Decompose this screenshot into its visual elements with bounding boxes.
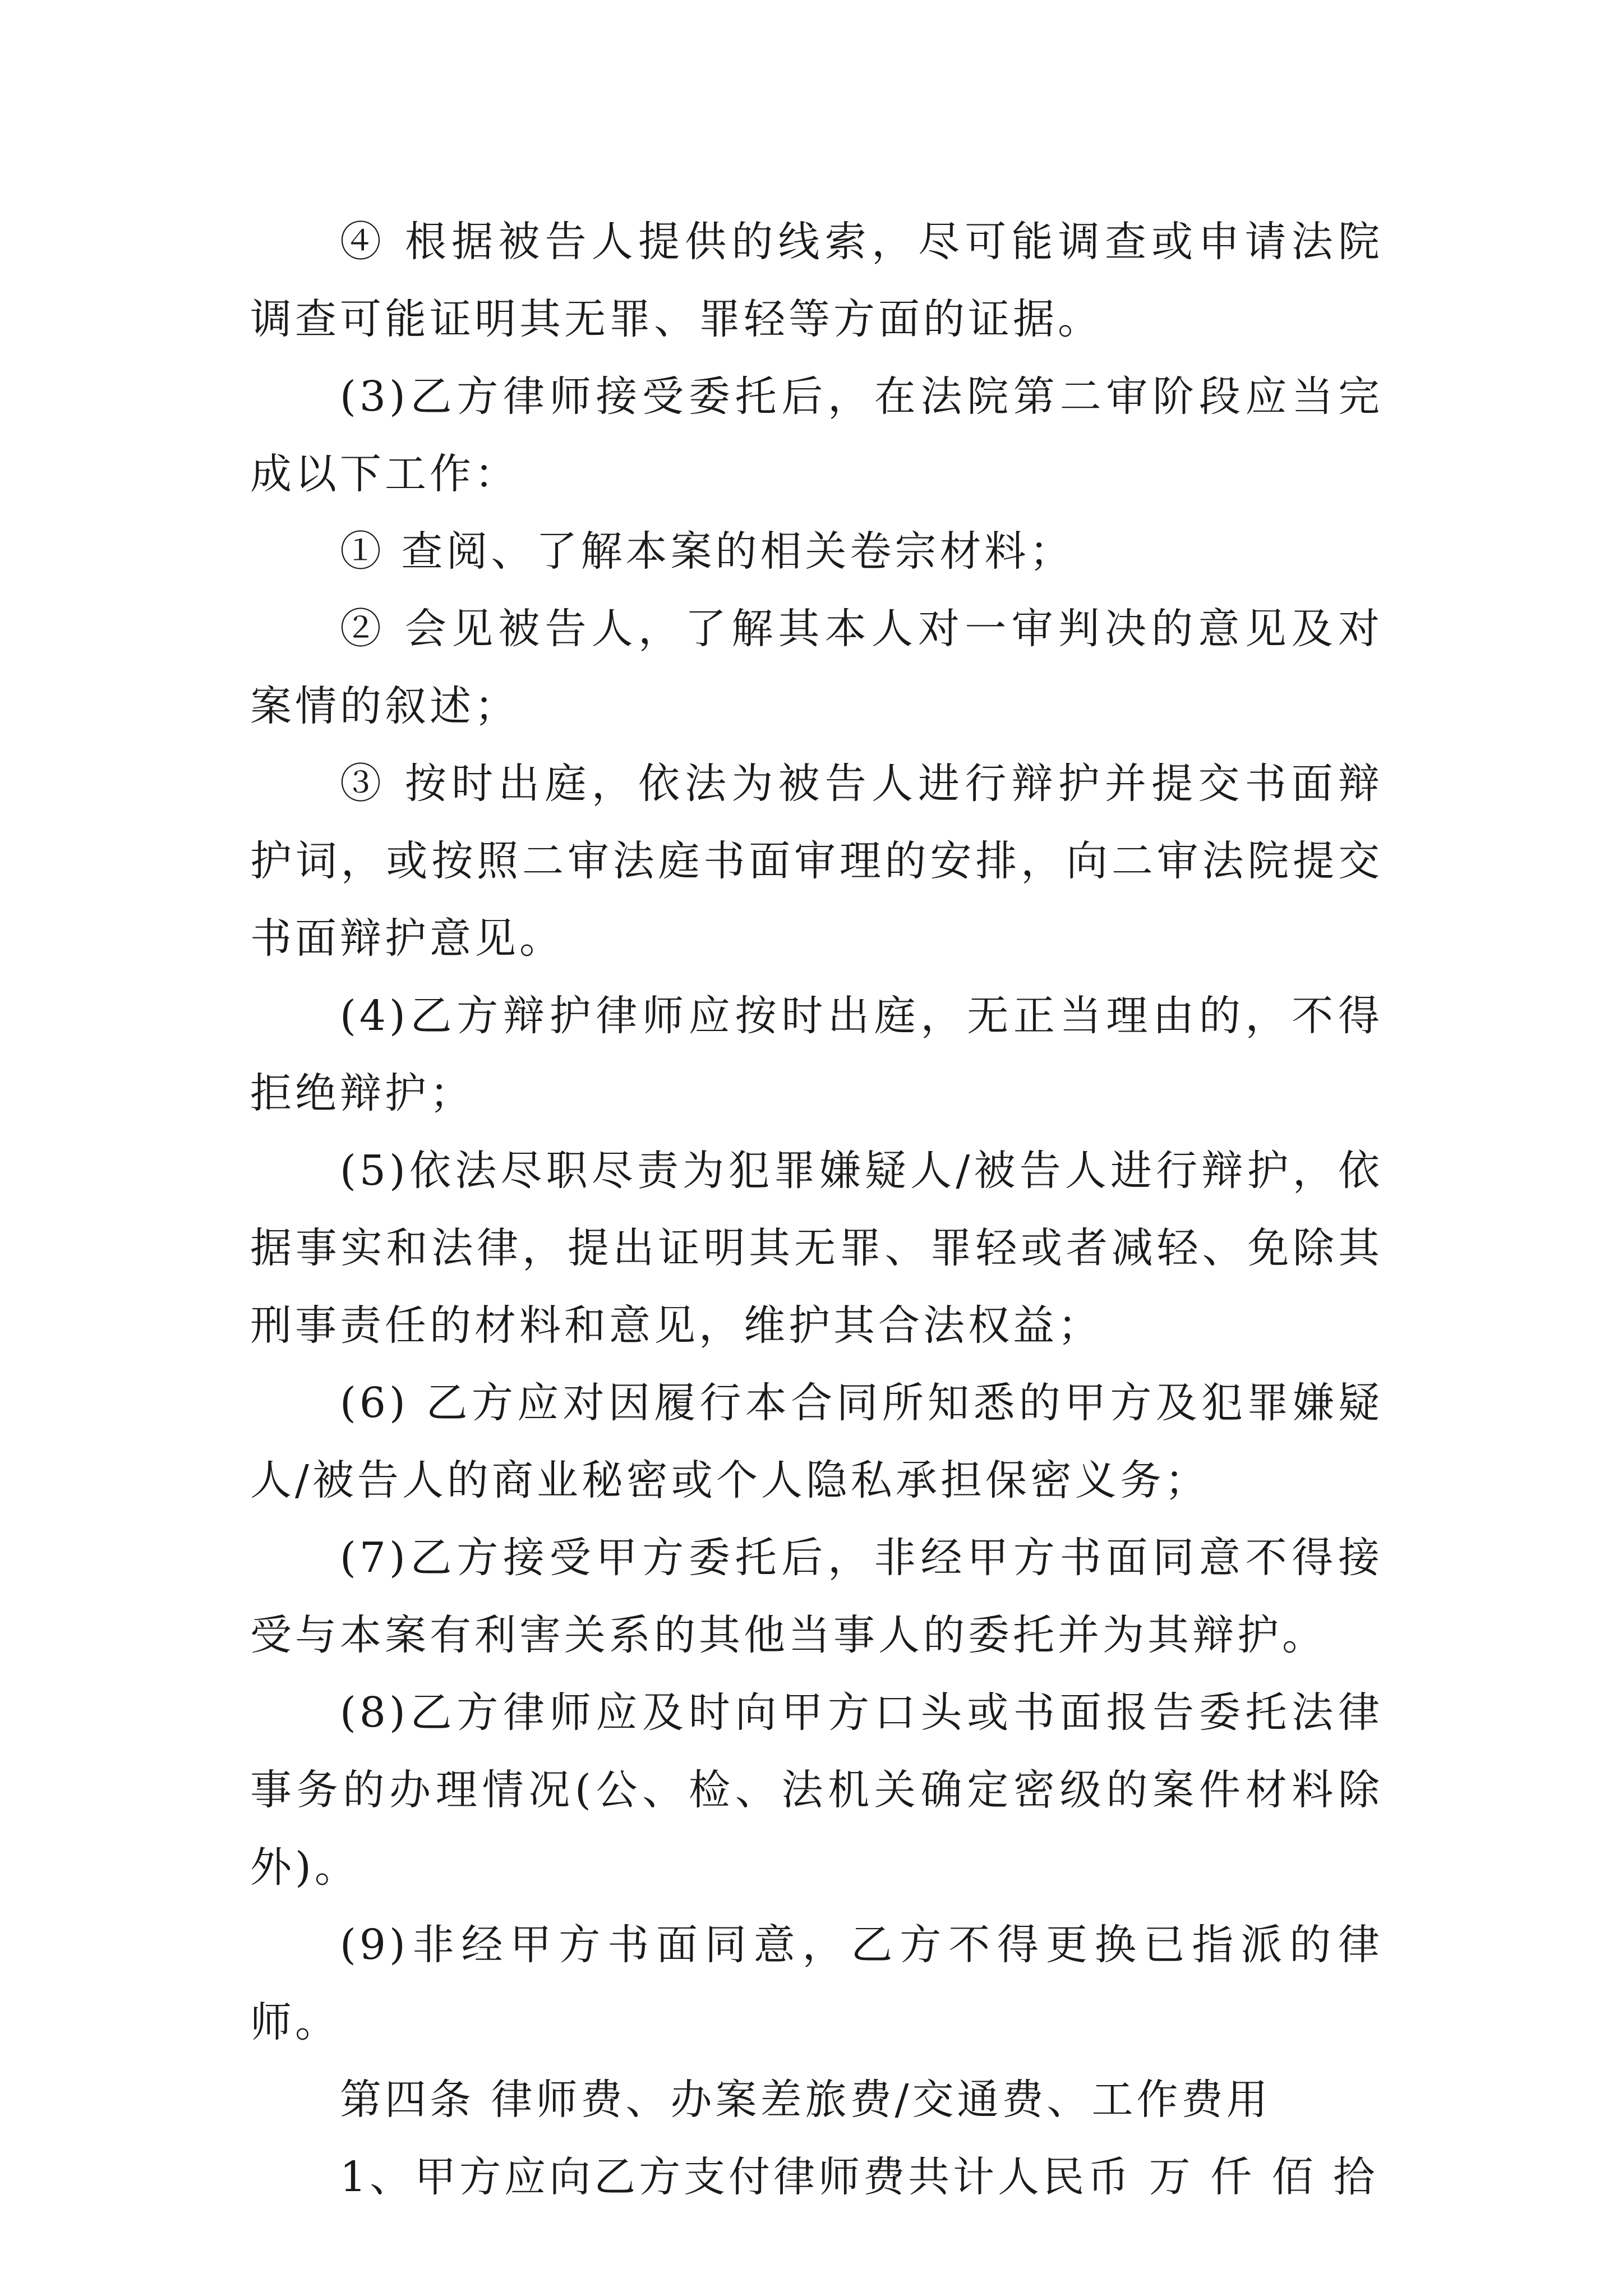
paragraph-clause-3-second-instance: (3)乙方律师接受委托后，在法院第二审阶段应当完成以下工作： [250, 372, 1383, 498]
paragraph-item-2-meet-defendant: ② 会见被告人，了解其本人对一审判决的意见及对案情的叙述； [250, 605, 1383, 730]
paragraph-clause-9-lawyer-replacement: (9)非经甲方书面同意，乙方不得更换已指派的律师。 [250, 1921, 1383, 2046]
paragraph-clause-7-conflict-of-interest: (7)乙方接受甲方委托后，非经甲方书面同意不得接受与本案有利害关系的其他当事人的委托并为其辩护。 [250, 1534, 1383, 1659]
article-4-heading: 第四条 律师费、办案差旅费/交通费、工作费用 [340, 2076, 1271, 2124]
paragraph-item-3-attend-court: ③ 按时出庭，依法为被告人进行辩护并提交书面辩护词，或按照二审法庭书面审理的安排，向二审法院提交书面辩护意见。 [250, 760, 1383, 963]
paragraph-item-1-review-files: ① 查阅、了解本案的相关卷宗材料； [340, 527, 1075, 576]
paragraph-clause-4-appear-in-court: (4)乙方辩护律师应按时出庭，无正当理由的，不得拒绝辩护； [250, 992, 1383, 1117]
paragraph-clause-8-reporting: (8)乙方律师应及时向甲方口头或书面报告委托法律事务的办理情况(公、检、法机关确定密级的案件材料除外)。 [250, 1688, 1383, 1892]
paragraph-fee-clause-1: 1、甲方应向乙方支付律师费共计人民币 万 仟 佰 拾 [340, 2153, 1378, 2201]
paragraph-clause-5-due-diligence: (5)依法尽职尽责为犯罪嫌疑人/被告人进行辩护，依据事实和法律，提出证明其无罪、罪轻或者减轻、免除其刑事责任的材料和意见，维护其合法权益； [250, 1147, 1383, 1350]
paragraph-item-4-investigation: ④ 根据被告人提供的线索，尽可能调查或申请法院调查可能证明其无罪、罪轻等方面的证据。 [250, 218, 1383, 343]
document-body [250, 203, 1383, 2216]
paragraph-clause-6-confidentiality: (6) 乙方应对因履行本合同所知悉的甲方及犯罪嫌疑人/被告人的商业秘密或个人隐私承担保密义务； [250, 1379, 1383, 1504]
